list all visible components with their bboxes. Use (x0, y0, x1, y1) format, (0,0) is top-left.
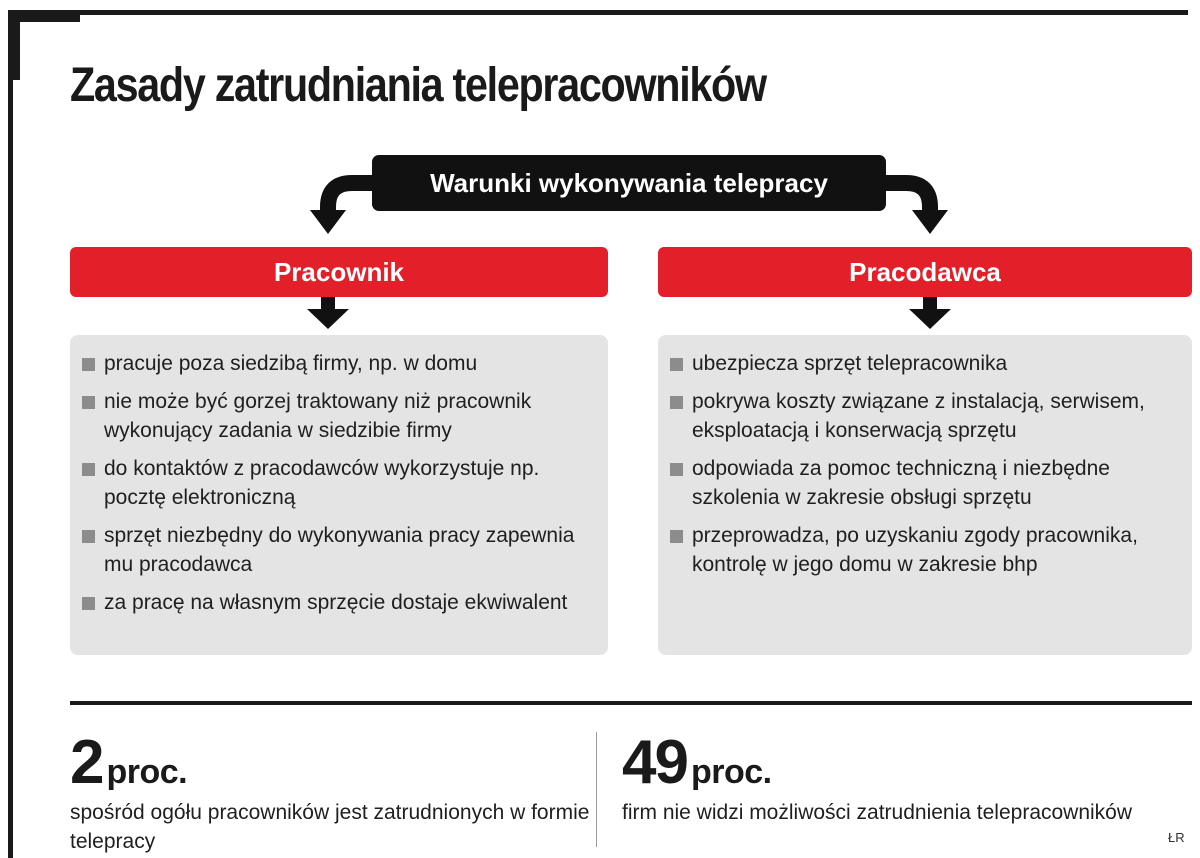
stat-employees-value (70, 728, 188, 797)
stat-number: 2 (70, 728, 103, 797)
stat-unit: proc. (690, 753, 772, 791)
list-item-text: przeprowadza, po uzyskaniu zgody pracownika, kontrolę w jego domu w zakresie bhp (692, 524, 1138, 576)
square-bullet-icon (82, 597, 95, 610)
root-node: Warunki wykonywania telepracy (372, 155, 886, 211)
list-item (82, 349, 594, 378)
arrowhead-pracodawca-down (909, 309, 951, 329)
square-bullet-icon (82, 396, 95, 409)
list-item (82, 588, 594, 617)
list-item (670, 387, 1178, 445)
list-item-text: nie może być gorzej traktowany niż pracownik wykonujący zadania w siedzibie firmy (104, 390, 532, 442)
list-item-text: odpowiada za pomoc techniczną i niezbędne szkolenia w zakresie obsługi sprzętu (692, 457, 1110, 509)
list-item-text: sprzęt niezbędny do wykonywania pracy zapewnia mu pracodawca (104, 524, 575, 576)
stat-firms-description: firm nie widzi możliwości zatrudnienia telepracowników (622, 801, 1133, 824)
pracownik-list (82, 349, 594, 617)
stat-employees-description: spośród ogółu pracowników jest zatrudnionych w formie telepracy (70, 801, 590, 853)
square-bullet-icon (82, 463, 95, 476)
arrow-pracownik-stem (321, 297, 335, 311)
pracownik-panel (70, 335, 608, 655)
list-item-text: ubezpiecza sprzęt telepracownika (692, 352, 1008, 375)
stat-firms-value (622, 728, 772, 797)
arrowhead-root-to-pracodawca (912, 210, 948, 234)
arrow-pracodawca-stem (923, 297, 937, 311)
list-item-text: pracuje poza siedzibą firmy, np. w domu (104, 352, 478, 375)
list-item-text: pokrywa koszty związane z instalacją, serwisem, eksploatacją i konserwacją sprzętu (692, 390, 1145, 442)
stats-separator (70, 701, 1192, 705)
arrowhead-root-to-pracownik (310, 210, 346, 234)
list-item (82, 454, 594, 512)
list-item (82, 521, 594, 579)
square-bullet-icon (670, 358, 683, 371)
square-bullet-icon (670, 396, 683, 409)
square-bullet-icon (670, 463, 683, 476)
column-header-pracodawca: Pracodawca (658, 247, 1192, 297)
pracodawca-panel (658, 335, 1192, 655)
square-bullet-icon (82, 358, 95, 371)
list-item (670, 454, 1178, 512)
square-bullet-icon (670, 530, 683, 543)
square-bullet-icon (82, 530, 95, 543)
page-title: Zasady zatrudniania telepracowników (70, 59, 766, 112)
stat-number: 49 (622, 728, 687, 797)
arrow-root-to-pracownik (328, 183, 372, 212)
list-item-text: do kontaktów z pracodawców wykorzystuje np. pocztę elektroniczną (104, 457, 540, 509)
list-item (82, 387, 594, 445)
stat-unit: proc. (106, 753, 188, 791)
author-credit: ŁR (1168, 830, 1185, 845)
list-item (670, 349, 1178, 378)
pracodawca-list (670, 349, 1178, 579)
list-item-text: za pracę na własnym sprzęcie dostaje ekwiwalent (104, 591, 568, 614)
arrowhead-pracownik-down (307, 309, 349, 329)
column-header-pracownik: Pracownik (70, 247, 608, 297)
list-item (670, 521, 1178, 579)
stats-vertical-divider (596, 732, 597, 847)
arrow-root-to-pracodawca (886, 183, 930, 212)
